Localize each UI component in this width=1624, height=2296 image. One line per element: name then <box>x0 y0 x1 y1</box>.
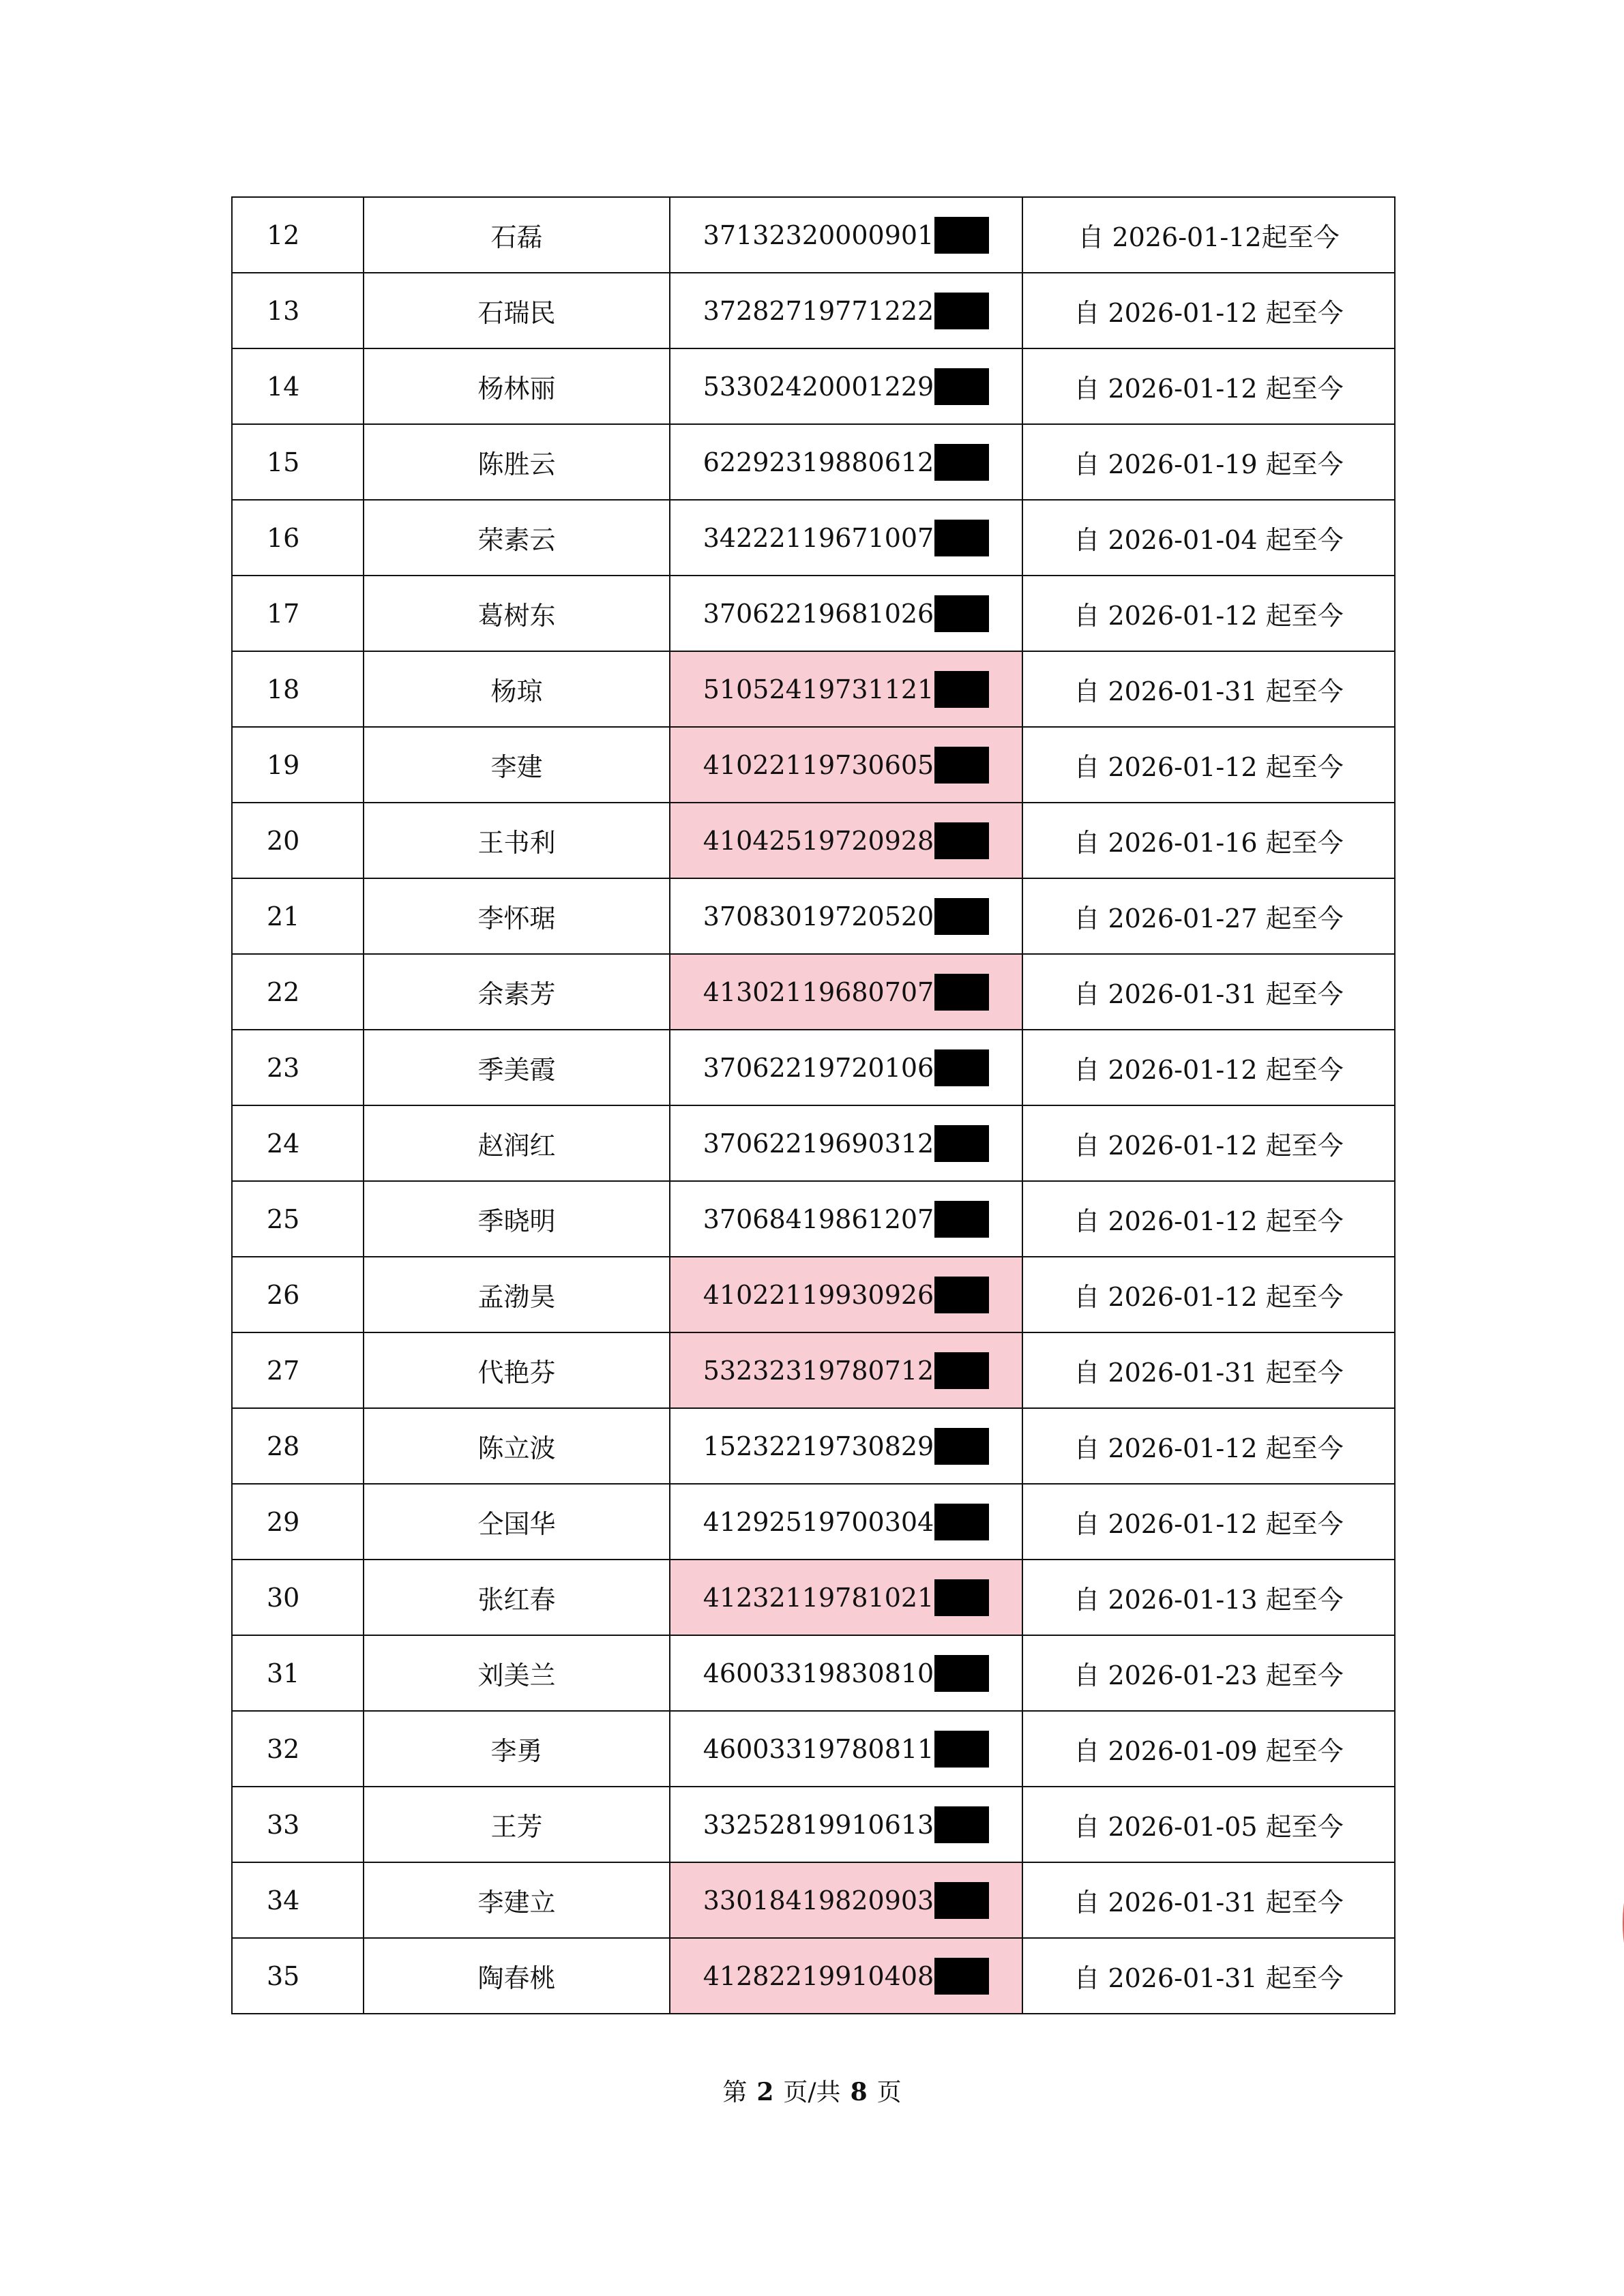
page-footer <box>0 2073 1624 2108</box>
footer-middle: 页/共 <box>783 2078 841 2106</box>
redaction-block <box>934 595 989 632</box>
id-number: 37132320000901 <box>703 220 934 250</box>
person-name: 余素芳 <box>364 954 670 1030</box>
redaction-block <box>934 1882 989 1919</box>
person-name: 王书利 <box>364 803 670 878</box>
table-row <box>232 273 1395 348</box>
date-range: 自 2026-01-12 起至今 <box>1022 348 1395 424</box>
id-number: 41022119930926 <box>703 1279 934 1310</box>
redaction-block <box>934 898 989 935</box>
person-name: 李怀琚 <box>364 878 670 954</box>
row-index: 15 <box>232 424 364 500</box>
table-row <box>232 500 1395 576</box>
row-index: 29 <box>232 1484 364 1560</box>
id-number-cell <box>670 1332 1022 1408</box>
id-number-cell <box>670 1105 1022 1181</box>
id-number-cell <box>670 1181 1022 1257</box>
person-name: 杨林丽 <box>364 348 670 424</box>
date-range: 自 2026-01-09 起至今 <box>1022 1711 1395 1787</box>
id-number: 41042519720928 <box>703 825 934 856</box>
table-row <box>232 1408 1395 1484</box>
id-number-cell <box>670 954 1022 1030</box>
id-number: 37068419861207 <box>703 1204 934 1234</box>
date-range: 自 2026-01-31 起至今 <box>1022 651 1395 727</box>
redaction-block <box>934 293 989 329</box>
id-number: 37062219690312 <box>703 1128 934 1159</box>
row-index: 32 <box>232 1711 364 1787</box>
row-index: 24 <box>232 1105 364 1181</box>
footer-suffix: 页 <box>876 2078 902 2106</box>
row-index: 33 <box>232 1787 364 1862</box>
id-number: 53302420001229 <box>703 371 934 402</box>
id-number: 41232119781021 <box>703 1582 934 1613</box>
id-number: 34222119671007 <box>703 522 934 553</box>
date-range: 自 2026-01-12 起至今 <box>1022 1030 1395 1105</box>
person-name: 仝国华 <box>364 1484 670 1560</box>
date-range: 自 2026-01-12 起至今 <box>1022 273 1395 348</box>
date-range: 自 2026-01-31 起至今 <box>1022 1862 1395 1938</box>
id-number-cell <box>670 803 1022 878</box>
redaction-block <box>934 368 989 405</box>
row-index: 28 <box>232 1408 364 1484</box>
table-row <box>232 576 1395 651</box>
redaction-block <box>934 671 989 708</box>
redaction-block <box>934 1277 989 1313</box>
id-number-cell <box>670 651 1022 727</box>
person-name: 孟渤昊 <box>364 1257 670 1332</box>
redaction-block <box>934 444 989 481</box>
id-number: 41282219910408 <box>703 1960 934 1991</box>
person-name: 张红春 <box>364 1560 670 1635</box>
id-number-cell <box>670 1257 1022 1332</box>
row-index: 30 <box>232 1560 364 1635</box>
person-name: 季晓明 <box>364 1181 670 1257</box>
row-index: 14 <box>232 348 364 424</box>
redaction-block <box>934 1579 989 1616</box>
row-index: 26 <box>232 1257 364 1332</box>
id-number-cell <box>670 1408 1022 1484</box>
row-index: 12 <box>232 197 364 273</box>
date-range: 自 2026-01-12 起至今 <box>1022 1257 1395 1332</box>
table-body <box>232 197 1395 2014</box>
footer-page-number: 2 <box>756 2078 774 2106</box>
row-index: 19 <box>232 727 364 803</box>
date-range: 自 2026-01-12 起至今 <box>1022 727 1395 803</box>
id-number: 15232219730829 <box>703 1431 934 1461</box>
row-index: 27 <box>232 1332 364 1408</box>
table-row <box>232 197 1395 273</box>
table-row <box>232 878 1395 954</box>
redaction-block <box>934 1125 989 1162</box>
table-row <box>232 727 1395 803</box>
person-name: 荣素云 <box>364 500 670 576</box>
date-range: 自 2026-01-12 起至今 <box>1022 1181 1395 1257</box>
date-range: 自 2026-01-05 起至今 <box>1022 1787 1395 1862</box>
id-number: 37282719771222 <box>703 295 934 326</box>
staff-table <box>231 196 1396 2014</box>
id-number: 46003319830810 <box>703 1658 934 1688</box>
person-name: 季美霞 <box>364 1030 670 1105</box>
table-row <box>232 424 1395 500</box>
row-index: 22 <box>232 954 364 1030</box>
id-number-cell <box>670 878 1022 954</box>
id-number-cell <box>670 1787 1022 1862</box>
id-number-cell <box>670 197 1022 273</box>
date-range: 自 2026-01-04 起至今 <box>1022 500 1395 576</box>
table-row <box>232 1332 1395 1408</box>
date-range: 自 2026-01-12起至今 <box>1022 197 1395 273</box>
table-row <box>232 1484 1395 1560</box>
date-range: 自 2026-01-27 起至今 <box>1022 878 1395 954</box>
id-number: 37062219681026 <box>703 598 934 629</box>
person-name: 石瑞民 <box>364 273 670 348</box>
table-row <box>232 1711 1395 1787</box>
person-name: 石磊 <box>364 197 670 273</box>
person-name: 李建 <box>364 727 670 803</box>
table-row <box>232 1862 1395 1938</box>
person-name: 葛树东 <box>364 576 670 651</box>
table-row <box>232 954 1395 1030</box>
date-range: 自 2026-01-31 起至今 <box>1022 1332 1395 1408</box>
person-name: 赵润红 <box>364 1105 670 1181</box>
redaction-block <box>934 1201 989 1238</box>
redaction-block <box>934 747 989 784</box>
row-index: 23 <box>232 1030 364 1105</box>
date-range: 自 2026-01-12 起至今 <box>1022 1408 1395 1484</box>
table-row <box>232 803 1395 878</box>
table-row <box>232 1181 1395 1257</box>
id-number-cell <box>670 727 1022 803</box>
person-name: 李建立 <box>364 1862 670 1938</box>
id-number-cell <box>670 1560 1022 1635</box>
redaction-block <box>934 1049 989 1086</box>
id-number-cell <box>670 576 1022 651</box>
table-row <box>232 1105 1395 1181</box>
date-range: 自 2026-01-13 起至今 <box>1022 1560 1395 1635</box>
id-number: 37083019720520 <box>703 901 934 931</box>
redaction-block <box>934 217 989 254</box>
row-index: 16 <box>232 500 364 576</box>
id-number-cell <box>670 348 1022 424</box>
row-index: 18 <box>232 651 364 727</box>
row-index: 20 <box>232 803 364 878</box>
id-number: 41022119730605 <box>703 749 934 780</box>
id-number-cell <box>670 500 1022 576</box>
person-name: 刘美兰 <box>364 1635 670 1711</box>
id-number-cell <box>670 273 1022 348</box>
redaction-block <box>934 1655 989 1692</box>
id-number-cell <box>670 1862 1022 1938</box>
person-name: 陈胜云 <box>364 424 670 500</box>
redaction-block <box>934 1806 989 1843</box>
footer-total-pages: 8 <box>850 2078 868 2106</box>
redaction-block <box>934 1428 989 1465</box>
id-number: 37062219720106 <box>703 1052 934 1083</box>
table-row <box>232 1560 1395 1635</box>
table-row <box>232 1938 1395 2014</box>
row-index: 35 <box>232 1938 364 2014</box>
redaction-block <box>934 1504 989 1540</box>
redaction-block <box>934 520 989 556</box>
date-range: 自 2026-01-31 起至今 <box>1022 1938 1395 2014</box>
row-index: 13 <box>232 273 364 348</box>
table-row <box>232 348 1395 424</box>
id-number: 33252819910613 <box>703 1809 934 1840</box>
row-index: 25 <box>232 1181 364 1257</box>
table-row <box>232 1635 1395 1711</box>
date-range: 自 2026-01-16 起至今 <box>1022 803 1395 878</box>
person-name: 代艳芬 <box>364 1332 670 1408</box>
id-number: 33018419820903 <box>703 1885 934 1915</box>
table-row <box>232 1787 1395 1862</box>
id-number-cell <box>670 1030 1022 1105</box>
person-name: 陈立波 <box>364 1408 670 1484</box>
official-seal <box>1581 1773 1624 2073</box>
redaction-block <box>934 1352 989 1389</box>
table-row <box>232 651 1395 727</box>
person-name: 李勇 <box>364 1711 670 1787</box>
id-number-cell <box>670 1484 1022 1560</box>
id-number: 62292319880612 <box>703 447 934 477</box>
id-number-cell <box>670 424 1022 500</box>
row-index: 34 <box>232 1862 364 1938</box>
row-index: 21 <box>232 878 364 954</box>
redaction-block <box>934 822 989 859</box>
date-range: 自 2026-01-12 起至今 <box>1022 1105 1395 1181</box>
table-row <box>232 1257 1395 1332</box>
id-number: 41302119680707 <box>703 976 934 1007</box>
id-number-cell <box>670 1711 1022 1787</box>
redaction-block <box>934 1958 989 1995</box>
footer-prefix: 第 <box>722 2078 748 2106</box>
date-range: 自 2026-01-31 起至今 <box>1022 954 1395 1030</box>
table-row <box>232 1030 1395 1105</box>
person-name: 杨琼 <box>364 651 670 727</box>
id-number: 41292519700304 <box>703 1506 934 1537</box>
row-index: 17 <box>232 576 364 651</box>
redaction-block <box>934 974 989 1011</box>
date-range: 自 2026-01-19 起至今 <box>1022 424 1395 500</box>
redaction-block <box>934 1731 989 1768</box>
id-number: 46003319780811 <box>703 1733 934 1764</box>
id-number: 51052419731121 <box>703 674 934 704</box>
person-name: 王芳 <box>364 1787 670 1862</box>
id-number-cell <box>670 1938 1022 2014</box>
date-range: 自 2026-01-23 起至今 <box>1022 1635 1395 1711</box>
row-index: 31 <box>232 1635 364 1711</box>
person-name: 陶春桃 <box>364 1938 670 2014</box>
date-range: 自 2026-01-12 起至今 <box>1022 576 1395 651</box>
id-number-cell <box>670 1635 1022 1711</box>
id-number: 53232319780712 <box>703 1355 934 1386</box>
date-range: 自 2026-01-12 起至今 <box>1022 1484 1395 1560</box>
seal-graphic <box>1581 1773 1624 2073</box>
